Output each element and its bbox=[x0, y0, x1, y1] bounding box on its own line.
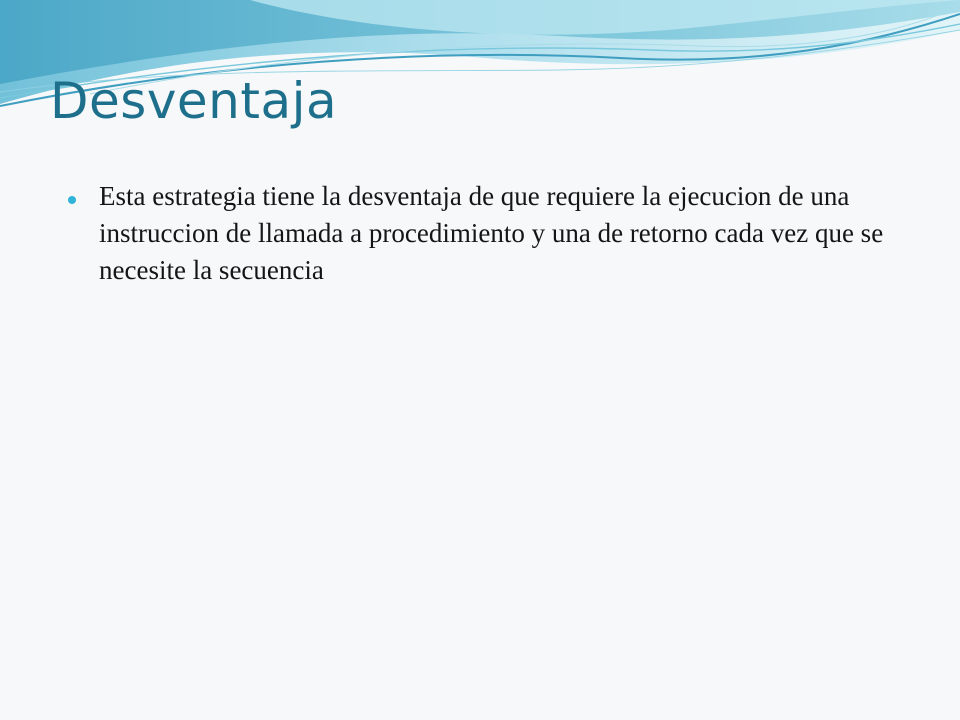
bullet-text: Esta estrategia tiene la desventaja de que requiere la ejecucion de una instruccion de llamada a procedimiento y una de retorno cada vez que se necesite la secuencia bbox=[99, 181, 884, 285]
bullet-item bbox=[68, 178, 888, 289]
slide-title: Desventaja bbox=[50, 72, 338, 130]
bullet-list bbox=[68, 178, 888, 289]
bullet-dot-icon bbox=[68, 196, 76, 204]
